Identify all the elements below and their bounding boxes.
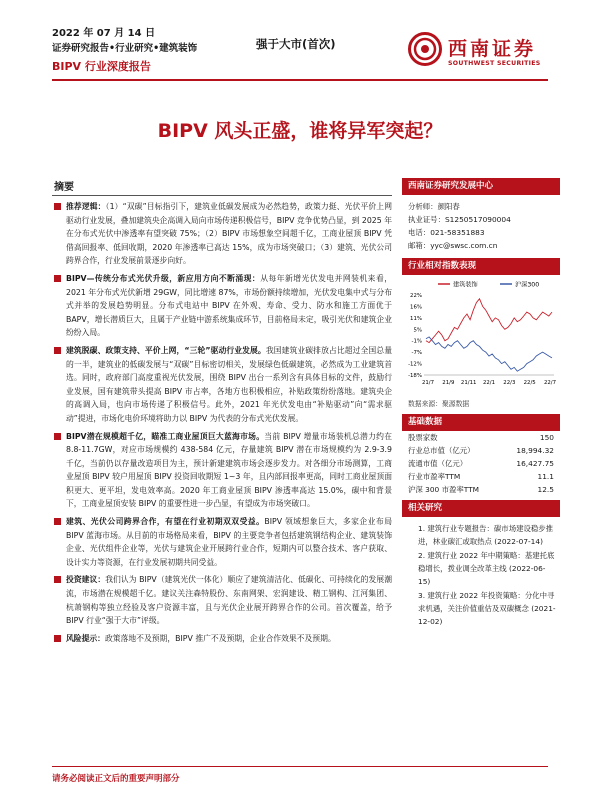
report-date: 2022 年 07 月 14 日 <box>52 28 156 39</box>
bullet-square-icon <box>54 203 61 210</box>
report-title: BIPV 风头正盛，谁将异军突起？ <box>157 120 443 142</box>
table-row <box>402 444 560 457</box>
logo-text-en: SOUTHWEST SECURITIES <box>448 60 541 67</box>
basic-label: 行业总市值（亿元） <box>408 446 475 455</box>
basic-data-table <box>402 431 560 496</box>
abstract-divider <box>52 195 392 196</box>
table-row <box>402 457 560 470</box>
related-research-list <box>402 517 560 628</box>
paragraph-lead: 建筑、光伏公司跨界合作，有望在行业初期双双受益。 <box>66 517 265 527</box>
basic-value: 11.1 <box>537 472 554 481</box>
analyst-label: 邮箱： <box>408 241 431 250</box>
x-tick-label: 22/3 <box>503 380 516 386</box>
x-tick-label: 21/9 <box>442 380 455 386</box>
report-category: 证券研究报告•行业研究•建筑装饰 <box>52 43 198 54</box>
related-report-link[interactable]: 3. 建筑行业 2022 年投资策略：分化中寻求机遇，关注价值重估及双碳概念 (2021-12-02) <box>418 591 556 626</box>
related-report-link[interactable]: 2. 建筑行业 2022 年中期策略：基建托底稳增长，拨业调全改革主线 (2022-06-15) <box>418 551 555 586</box>
analyst-label: 电话： <box>408 228 431 237</box>
abstract-paragraph <box>52 272 392 340</box>
company-logo <box>408 30 558 74</box>
basic-value: 16,427.75 <box>516 459 554 468</box>
basic-value: 18,994.32 <box>516 446 554 455</box>
y-tick-label: -18% <box>408 373 422 379</box>
legend-label-1: 沪深300 <box>515 281 540 289</box>
x-tick-label: 22/1 <box>482 380 496 386</box>
basic-value: 12.5 <box>537 485 554 494</box>
y-tick-label: -12% <box>408 361 422 368</box>
footer-disclaimer: 请务必阅读正文后的重要声明部分 <box>52 774 180 784</box>
related-research-title: 相关研究 <box>402 500 560 517</box>
report-type: BIPV 行业深度报告 <box>52 60 151 73</box>
institute-title: 西南证券研究发展中心 <box>402 178 560 195</box>
x-tick-label: 22/5 <box>523 380 536 386</box>
paragraph-text: 当前 BIPV 增量市场装机总潜力约在 8.8-11.7GW，对应市场规模约 438-584 亿元，存量建筑 BIPV 潜在市场规模约为 2.9-3.9 千亿，当前仍以存量改造项目为主，预计新建建筑市场会逐步发力。对各细分市场测算，工商业屋顶 BIPV 较户用屋顶 BIPV 投资回收期短 1~3 年，且内部回报率更高，同时工商业屋顶面积更大、更平坦，发电效率高。2020 年工商业屋顶 BIPV 渗透率高达 15.0%，碳中和背景下，工商业屋顶安装 BIPV 的重要性进一步凸显，有望成为市场突破口。 <box>66 431 393 509</box>
paragraph-text: 我们认为 BIPV（建筑光伏一体化）顺应了建筑清洁化、低碳化、可持续化的发展潮流，市场潜在规模超千亿。建议关注森特股份、东南网架、宏润建设、精工钢构、江河集团、杭萧钢构等独立经验及客户资源丰富，且与光伏企业展开跨界合作的公司。首次覆盖，给予 BIPV 行业“强于大市”评级。 <box>66 575 392 626</box>
abstract-section <box>52 178 392 649</box>
paragraph-text: 政策落地不及预期，BIPV 推广不及预期，企业合作效果不及预期。 <box>104 633 336 643</box>
bullet-square-icon <box>54 518 61 525</box>
basic-label: 行业市盈率TTM <box>408 472 461 481</box>
series-line-0 <box>426 299 552 343</box>
logo-mark-icon <box>408 32 442 66</box>
related-report-link[interactable]: 1. 建筑行业专题报告：碳市场建设稳步推进，林业碳汇或取热点 (2022-07-14) <box>418 524 554 546</box>
relative-index-chart <box>402 275 560 398</box>
bullet-square-icon <box>54 635 61 642</box>
abstract-paragraph <box>52 515 392 569</box>
y-tick-label: 5% <box>413 327 422 334</box>
paragraph-lead: 建筑脱碳、政策支持、平价上网，“三轮”驱动行业发展。 <box>66 345 266 355</box>
abstract-heading: 摘要 <box>54 182 74 193</box>
analyst-row <box>408 200 554 213</box>
legend-label-0: 建筑装饰 <box>453 281 478 289</box>
table-row <box>402 483 560 496</box>
analyst-value: 021-58351883 <box>430 228 485 237</box>
abstract-paragraph <box>52 573 392 627</box>
y-tick-label: 16% <box>410 304 422 311</box>
basic-data-title: 基础数据 <box>402 414 560 431</box>
paragraph-lead: 投资建议： <box>66 575 106 585</box>
chart-title: 行业相对指数表现 <box>402 258 560 275</box>
basic-label: 沪深 300 市盈率TTM <box>408 485 480 494</box>
bullet-square-icon <box>54 347 61 354</box>
analyst-row <box>408 239 554 252</box>
abstract-paragraph <box>52 632 392 646</box>
paragraph-lead: BIPV潜在规模超千亿，瞄准工商业屋顶巨大蓝海市场。 <box>66 431 265 441</box>
logo-text-cn: 西南证券 <box>448 38 537 60</box>
paragraph-text: 我国建筑业碳排放占比超过全国总量的一半，建筑业的低碳发展与“双碳”目标密切相关，发展绿色低碳建筑，必然成为工业建筑首选。同时，政府部门高度重视光伏发展，围绕 BIPV 出台一系列含有具体目标的文件，鼓励行业发展，国有建筑带头提高 BIPV 市占率，各地方也积极相应，补贴政策纷纷落地。建筑央企的高调入局，也向市场传递了积极信号。此外，2021 年光伏发电由“补贴驱动”向“需求驱动”提进，市场化电价环境将助力以 BIPV 为代表的分布式光伏发展。 <box>66 345 392 423</box>
table-row <box>402 470 560 483</box>
sidebar <box>402 178 560 629</box>
y-tick-label: 11% <box>410 315 422 322</box>
x-tick-label: 22/7 <box>543 380 557 386</box>
abstract-paragraph <box>52 200 392 268</box>
analyst-value: S1250517090004 <box>444 215 511 224</box>
abstract-paragraph <box>52 430 392 512</box>
y-tick-label: 22% <box>410 293 422 299</box>
chart-source: 数据来源：聚源数据 <box>408 400 470 408</box>
series-line-1 <box>426 337 552 371</box>
line-chart-svg <box>402 277 560 392</box>
x-tick-label: 21/11 <box>460 380 477 386</box>
basic-label: 股票家数 <box>408 433 438 442</box>
bullet-square-icon <box>54 275 61 282</box>
header-divider <box>52 79 548 81</box>
analyst-value: 颜阳春 <box>437 202 460 211</box>
paragraph-text: BIPV 领域想象巨大，多家企业布局 BIPV 蓝海市场。从目前的市场格局来看，BIPV 的主要竞争者包括建筑钢结构企业、建筑装饰企业、光伏组件企业等，光伏与建筑企业开展跨行业合作，短期内可以整合技术、客户获取、设计实力等资源，在行业发展初期共同受益。 <box>66 517 392 567</box>
paragraph-lead: BIPV—传统分布式光伏升级，新应用方向不断涌现： <box>66 273 261 283</box>
basic-label: 流通市值（亿元） <box>408 459 468 468</box>
paragraph-lead: 推荐逻辑： <box>66 202 106 211</box>
paragraph-text: 从每年新增光伏发电并网装机来看，2021 年分布式光伏新增 29GW，同比增速 87%，市场份额持续增加，光伏发电集中式与分布式并举的发展趋势明显。分布式电站中 BIPV 在外观、寿命、受力、防水和施工方面优于 BAPV，增长潜质巨大，且属于产业链中游系统集成环节，目前格局未定，吸引光伏和建筑企业纷纷入局。 <box>66 273 393 338</box>
report-header <box>0 0 600 90</box>
analyst-value: yyc@swsc.com.cn <box>430 241 498 250</box>
paragraph-text: （1）“双碳”目标指引下，建筑业低碳发展成为必然趋势，政策力挺、光伏平价上网驱动行业发展，叠加建筑央企高调入局向市场传递积极信号，BIPV 竞争优势凸显，到 2025 年在分布式光伏中渗透率有望突破 75%；（2）BIPV 市场想象空间超千亿，工商业屋顶 BIPV 凭借高回报率、低回收期，2020 年渗透率已高达 15%，成为市场突破口；（3）建筑、光伏公司跨界合作，行业发展前景逐步向好。 <box>66 202 392 266</box>
bullet-square-icon <box>54 576 61 583</box>
table-row <box>402 431 560 444</box>
industry-rating: 强于大市(首次) <box>256 37 336 51</box>
basic-value: 150 <box>539 433 554 442</box>
analyst-label: 执业证号： <box>408 215 445 224</box>
bullet-square-icon <box>54 433 61 440</box>
analyst-info <box>402 195 560 258</box>
paragraph-lead: 风险提示： <box>66 633 105 643</box>
footer-divider <box>52 766 548 767</box>
abstract-paragraph <box>52 344 392 426</box>
analyst-row <box>408 226 554 239</box>
y-tick-label: -1% <box>411 338 422 345</box>
y-tick-label: -7% <box>411 350 422 357</box>
analyst-row <box>408 213 554 226</box>
x-tick-label: 21/7 <box>421 380 435 386</box>
analyst-label: 分析师： <box>408 202 438 211</box>
